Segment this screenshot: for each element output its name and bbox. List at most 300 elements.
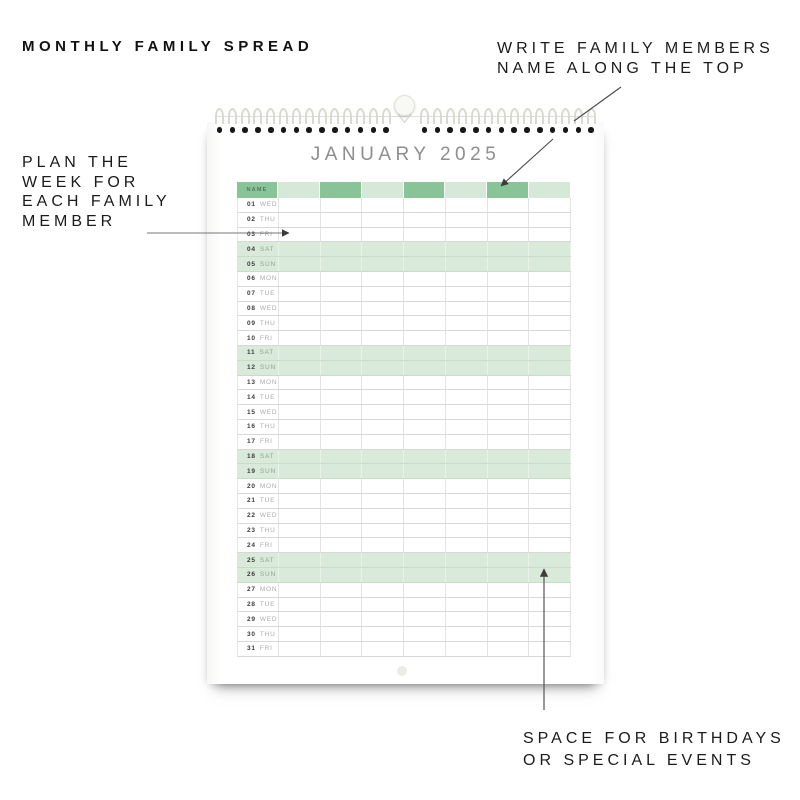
planning-cell [529, 568, 571, 582]
planning-cell [321, 583, 363, 597]
day-number: 01 [247, 201, 256, 209]
day-row [237, 464, 571, 479]
planning-cell [404, 405, 446, 419]
day-label [238, 272, 279, 286]
planning-cell [529, 598, 571, 612]
day-label [238, 302, 279, 316]
planning-cell [446, 405, 488, 419]
planning-cell [529, 450, 571, 464]
planning-cell [362, 405, 404, 419]
day-name: SUN [259, 364, 276, 372]
planning-cell [446, 598, 488, 612]
planning-cell [404, 361, 446, 375]
day-number: 14 [247, 393, 256, 401]
day-name: WED [259, 201, 278, 209]
planning-cell [321, 405, 363, 419]
binding-hole-icon [268, 127, 274, 133]
day-number: 25 [247, 556, 256, 564]
planning-cell [488, 257, 530, 271]
day-name: SAT [259, 556, 275, 564]
planning-cell [404, 213, 446, 227]
spiral-arc [356, 108, 365, 124]
day-row [237, 213, 571, 228]
planning-cell [404, 420, 446, 434]
spiral-loop-icon [561, 108, 570, 133]
planning-cell [362, 420, 404, 434]
hanger-hook-icon [394, 95, 415, 116]
planning-cell [529, 524, 571, 538]
planning-cell [529, 213, 571, 227]
planning-cell [529, 257, 571, 271]
planning-cell [529, 376, 571, 390]
spiral-arc [446, 108, 455, 124]
annotation-top-right [497, 39, 774, 78]
planning-cell [488, 598, 530, 612]
planning-cell [279, 598, 321, 612]
planning-cell [446, 450, 488, 464]
day-label [238, 509, 279, 523]
spiral-arc [561, 108, 570, 124]
day-number: 18 [247, 452, 256, 460]
planning-cell [404, 524, 446, 538]
day-row [237, 524, 571, 539]
day-label [238, 331, 279, 345]
planning-cell [404, 316, 446, 330]
planning-cell [279, 287, 321, 301]
planning-cell [488, 538, 530, 552]
binding-hole-icon [486, 127, 492, 133]
planning-cell [279, 331, 321, 345]
planning-cell [488, 405, 530, 419]
planning-cell [404, 390, 446, 404]
spiral-arc [305, 108, 314, 124]
day-name: SUN [259, 260, 276, 268]
planning-cell [529, 553, 571, 567]
planning-cell [321, 479, 363, 493]
planning-cell [321, 642, 363, 656]
planning-cell [362, 302, 404, 316]
planning-cell [279, 538, 321, 552]
day-row [237, 331, 571, 346]
day-name: THU [259, 319, 276, 327]
day-label [238, 287, 279, 301]
planning-cell [404, 450, 446, 464]
spiral-loop-icon [215, 108, 224, 133]
planning-cell [321, 257, 363, 271]
planning-cell [446, 612, 488, 626]
planning-cell [446, 242, 488, 256]
name-header-row [237, 182, 571, 198]
planning-cell [404, 287, 446, 301]
spiral-arc [330, 108, 339, 124]
annotation-line: WRITE FAMILY MEMBERS [497, 40, 774, 57]
planning-cell [362, 642, 404, 656]
day-row [237, 376, 571, 391]
day-number: 30 [247, 630, 256, 638]
calendar-table [237, 182, 571, 657]
day-row [237, 272, 571, 287]
planning-cell [488, 568, 530, 582]
planning-cell [321, 598, 363, 612]
planning-cell [446, 272, 488, 286]
spiral-arc [343, 108, 352, 124]
spiral-loop-icon [433, 108, 442, 133]
spiral-loop-icon [510, 108, 519, 133]
planning-cell [446, 464, 488, 478]
planning-cell [529, 346, 571, 360]
planning-cell [279, 213, 321, 227]
day-number: 17 [247, 438, 256, 446]
planning-cell [488, 642, 530, 656]
day-label [238, 464, 279, 478]
spiral-loop-icon [266, 108, 275, 133]
planning-cell [321, 494, 363, 508]
day-row [237, 228, 571, 243]
planning-cell [321, 376, 363, 390]
planning-cell [404, 642, 446, 656]
day-row [237, 361, 571, 376]
day-number: 02 [247, 216, 256, 224]
day-name: SAT [259, 245, 275, 253]
planning-cell [279, 435, 321, 449]
planning-cell [279, 242, 321, 256]
planning-cell [321, 302, 363, 316]
day-label [238, 376, 279, 390]
spiral-loop-icon [241, 108, 250, 133]
day-row [237, 435, 571, 450]
planning-cell [488, 464, 530, 478]
day-row [237, 494, 571, 509]
name-header-cell: NAME [237, 182, 278, 198]
spiral-loop-icon [292, 108, 301, 133]
spiral-loop-icon [305, 108, 314, 133]
binding-hole-icon [281, 127, 287, 133]
day-label [238, 361, 279, 375]
planning-cell [404, 494, 446, 508]
planning-cell [279, 405, 321, 419]
day-name: FRI [259, 438, 273, 446]
planning-cell [446, 553, 488, 567]
day-row [237, 627, 571, 642]
binding-hole-icon [242, 127, 248, 133]
binding-hole-icon [383, 127, 389, 133]
planning-cell [321, 198, 363, 212]
day-label [238, 257, 279, 271]
planning-cell [446, 361, 488, 375]
planning-cell [488, 583, 530, 597]
spiral-arc [369, 108, 378, 124]
planning-cell [446, 627, 488, 641]
planning-cell [488, 612, 530, 626]
planning-cell [279, 494, 321, 508]
day-name: MON [259, 378, 278, 386]
day-number: 07 [247, 290, 256, 298]
day-number: 20 [247, 482, 256, 490]
day-label [238, 213, 279, 227]
day-name: SUN [259, 571, 276, 579]
spiral-arc [458, 108, 467, 124]
planning-cell [529, 272, 571, 286]
planning-cell [446, 568, 488, 582]
planning-cell [321, 287, 363, 301]
planning-cell [529, 228, 571, 242]
member-name-cell [320, 182, 362, 198]
member-name-cell [404, 182, 446, 198]
binding-hole-icon [588, 127, 594, 133]
spiral-arc [510, 108, 519, 124]
day-number: 12 [247, 364, 256, 372]
spiral-arc [548, 108, 557, 124]
day-number: 13 [247, 378, 256, 386]
day-row [237, 450, 571, 465]
day-name: THU [259, 423, 276, 431]
planning-cell [321, 435, 363, 449]
member-name-cell [445, 182, 487, 198]
planning-cell [404, 553, 446, 567]
planning-cell [488, 450, 530, 464]
planning-cell [446, 524, 488, 538]
planning-cell [529, 242, 571, 256]
planning-cell [362, 494, 404, 508]
annotation-left [22, 153, 171, 231]
annotation-line: EACH FAMILY [22, 193, 171, 210]
day-number: 05 [247, 260, 256, 268]
binding-hole-icon [217, 127, 223, 133]
planning-cell [529, 583, 571, 597]
binding-hole-icon [332, 127, 338, 133]
day-name: THU [259, 216, 276, 224]
day-number: 04 [247, 245, 256, 253]
planning-cell [321, 450, 363, 464]
day-number: 16 [247, 423, 256, 431]
planning-cell [446, 287, 488, 301]
spiral-loop-icon [548, 108, 557, 133]
day-number: 24 [247, 541, 256, 549]
spiral-loop-icon [356, 108, 365, 133]
planning-cell [529, 494, 571, 508]
planning-cell [362, 464, 404, 478]
day-row [237, 568, 571, 583]
planning-cell [529, 198, 571, 212]
spiral-loop-icon [471, 108, 480, 133]
day-label [238, 228, 279, 242]
planning-cell [362, 553, 404, 567]
day-name: TUE [259, 600, 276, 608]
day-row [237, 583, 571, 598]
binding-hole-icon [447, 127, 453, 133]
planning-cell [279, 390, 321, 404]
month-title: JANUARY 2025 [310, 144, 501, 165]
planning-cell [529, 627, 571, 641]
planning-cell [404, 509, 446, 523]
day-name: FRI [259, 230, 273, 238]
spiral-arc [279, 108, 288, 124]
planning-cell [529, 287, 571, 301]
planning-cell [529, 390, 571, 404]
binding-hole-icon [473, 127, 479, 133]
day-name: TUE [259, 290, 276, 298]
binding-hole-icon [550, 127, 556, 133]
planning-cell [279, 583, 321, 597]
planning-cell [529, 479, 571, 493]
planning-cell [321, 390, 363, 404]
planning-cell [321, 213, 363, 227]
day-name: MON [259, 275, 278, 283]
planning-cell [321, 612, 363, 626]
planning-cell [404, 228, 446, 242]
day-name: FRI [259, 334, 273, 342]
planning-cell [529, 464, 571, 478]
planning-cell [529, 612, 571, 626]
spiral-loop-icon [523, 108, 532, 133]
planning-cell [446, 435, 488, 449]
planning-cell [362, 228, 404, 242]
planning-cell [446, 316, 488, 330]
planning-cell [362, 361, 404, 375]
planning-cell [488, 361, 530, 375]
planning-cell [279, 642, 321, 656]
planning-cell [488, 198, 530, 212]
day-name: TUE [259, 497, 276, 505]
day-name: TUE [259, 393, 276, 401]
day-name: SAT [259, 452, 275, 460]
day-row [237, 509, 571, 524]
planning-cell [321, 272, 363, 286]
binding-hole-icon [563, 127, 569, 133]
binding-hole-icon [230, 127, 236, 133]
day-number: 19 [247, 467, 256, 475]
binding-hole-icon [294, 127, 300, 133]
day-name: MON [259, 482, 278, 490]
planning-cell [404, 479, 446, 493]
planning-cell [362, 272, 404, 286]
planning-cell [446, 583, 488, 597]
binding-hole-icon [345, 127, 351, 133]
spiral-loop-icon [343, 108, 352, 133]
day-label [238, 346, 279, 360]
day-name: THU [259, 526, 276, 534]
planning-cell [446, 509, 488, 523]
planning-cell [488, 213, 530, 227]
planning-cell [446, 538, 488, 552]
binding-hole-icon [306, 127, 312, 133]
day-row [237, 479, 571, 494]
spiral-loop-icon [253, 108, 262, 133]
planning-cell [488, 479, 530, 493]
planning-cell [404, 627, 446, 641]
day-label [238, 450, 279, 464]
day-number: 09 [247, 319, 256, 327]
planning-cell [362, 242, 404, 256]
member-name-cell [487, 182, 529, 198]
day-name: THU [259, 630, 276, 638]
planning-cell [362, 213, 404, 227]
day-name: MON [259, 586, 278, 594]
planning-cell [404, 198, 446, 212]
planning-cell [404, 302, 446, 316]
spiral-loop-icon [446, 108, 455, 133]
spiral-loop-icon [574, 108, 583, 133]
day-number: 21 [247, 497, 256, 505]
planning-cell [404, 272, 446, 286]
planning-cell [529, 642, 571, 656]
day-label [238, 242, 279, 256]
day-label [238, 598, 279, 612]
planning-cell [279, 524, 321, 538]
page-title: MONTHLY FAMILY SPREAD [22, 38, 314, 55]
planning-cell [321, 524, 363, 538]
day-row [237, 257, 571, 272]
planning-cell [279, 228, 321, 242]
spiral-loop-icon [587, 108, 596, 133]
planning-cell [279, 257, 321, 271]
planning-cell [446, 479, 488, 493]
binding-hole-icon [371, 127, 377, 133]
planning-cell [279, 464, 321, 478]
planning-cell [321, 568, 363, 582]
spiral-arc [484, 108, 493, 124]
planning-cell [404, 331, 446, 345]
spiral-loop-icon [420, 108, 429, 133]
planning-cell [404, 435, 446, 449]
planning-cell [446, 228, 488, 242]
planning-cell [488, 376, 530, 390]
day-name: FRI [259, 645, 273, 653]
planning-cell [488, 242, 530, 256]
spiral-arc [215, 108, 224, 124]
day-number: 03 [247, 230, 256, 238]
spiral-arc [382, 108, 391, 124]
planning-cell [404, 538, 446, 552]
day-label [238, 420, 279, 434]
day-label [238, 494, 279, 508]
planning-cell [362, 598, 404, 612]
day-number: 28 [247, 600, 256, 608]
planning-cell [279, 376, 321, 390]
day-number: 31 [247, 645, 256, 653]
spiral-loop-icon [318, 108, 327, 133]
planning-cell [362, 524, 404, 538]
binding-hole-icon [460, 127, 466, 133]
day-label [238, 568, 279, 582]
spiral-loop-icon [369, 108, 378, 133]
planning-cell [321, 464, 363, 478]
planning-cell [279, 479, 321, 493]
binding-hole-icon [499, 127, 505, 133]
day-number: 22 [247, 512, 256, 520]
day-name: SAT [259, 349, 275, 357]
spiral-loop-icon [458, 108, 467, 133]
day-label [238, 405, 279, 419]
planning-cell [488, 553, 530, 567]
planning-cell [529, 420, 571, 434]
planning-cell [362, 435, 404, 449]
annotation-line: PLAN THE [22, 154, 132, 171]
spiral-loop-icon [497, 108, 506, 133]
day-label [238, 612, 279, 626]
day-row [237, 598, 571, 613]
day-name: FRI [259, 541, 273, 549]
planning-cell [321, 228, 363, 242]
planning-cell [279, 420, 321, 434]
day-rows [237, 198, 571, 657]
spiral-arc [228, 108, 237, 124]
planning-cell [488, 627, 530, 641]
planning-cell [279, 627, 321, 641]
planning-cell [488, 509, 530, 523]
planning-cell [488, 390, 530, 404]
day-label [238, 198, 279, 212]
